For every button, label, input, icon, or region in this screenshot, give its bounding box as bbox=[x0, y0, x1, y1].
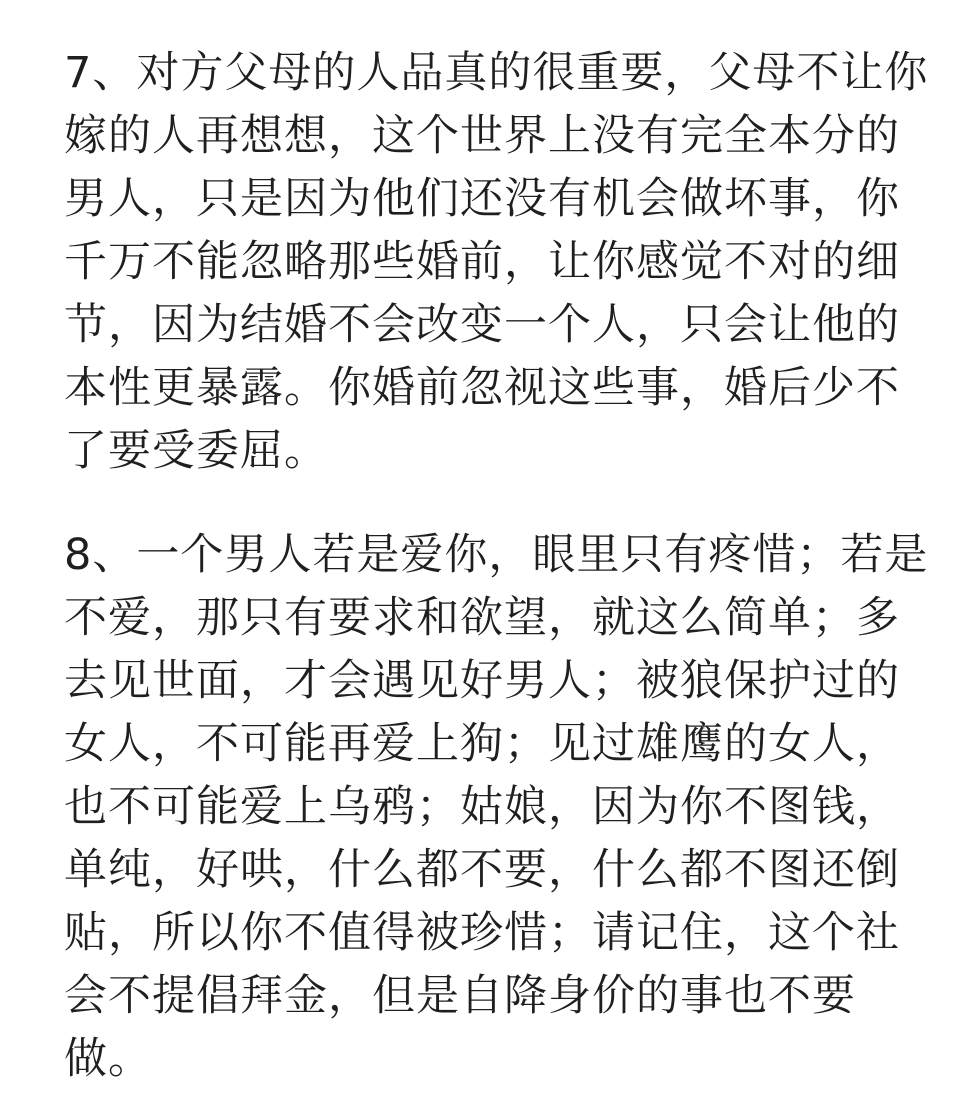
text-line: 不爱，那只有要求和欲望，就这么简单；多 bbox=[64, 593, 900, 643]
text-line: 8、一个男人若是爱你，眼里只有疼惜；若是 bbox=[64, 530, 929, 580]
text-line: 7、对方父母的人品真的很重要，父母不让你 bbox=[64, 48, 929, 98]
text-line: 女人，不可能再爱上狗；见过雄鹰的女人， bbox=[64, 719, 900, 769]
text-line: 了要受委屈。 bbox=[64, 426, 328, 476]
text-line: 嫁的人再想想，这个世界上没有完全本分的 bbox=[64, 111, 900, 161]
text-line: 也不可能爱上乌鸦；姑娘，因为你不图钱， bbox=[64, 782, 900, 832]
paragraph-7 bbox=[64, 42, 944, 483]
text-line: 单纯，好哄，什么都不要，什么都不图还倒 bbox=[64, 845, 900, 895]
text-line: 会不提倡拜金，但是自降身价的事也不要 bbox=[64, 971, 856, 1021]
text-line: 男人，只是因为他们还没有机会做坏事，你 bbox=[64, 174, 900, 224]
text-line: 节，因为结婚不会改变一个人，只会让他的 bbox=[64, 300, 900, 350]
text-line: 本性更暴露。你婚前忽视这些事，婚后少不 bbox=[64, 363, 900, 413]
text-line: 贴，所以你不值得被珍惜；请记住，这个社 bbox=[64, 908, 900, 958]
paragraph-8 bbox=[64, 524, 944, 1091]
text-line: 千万不能忽略那些婚前，让你感觉不对的细 bbox=[64, 237, 900, 287]
text-line: 去见世面，才会遇见好男人；被狼保护过的 bbox=[64, 656, 900, 706]
text-line: 做。 bbox=[64, 1034, 152, 1084]
